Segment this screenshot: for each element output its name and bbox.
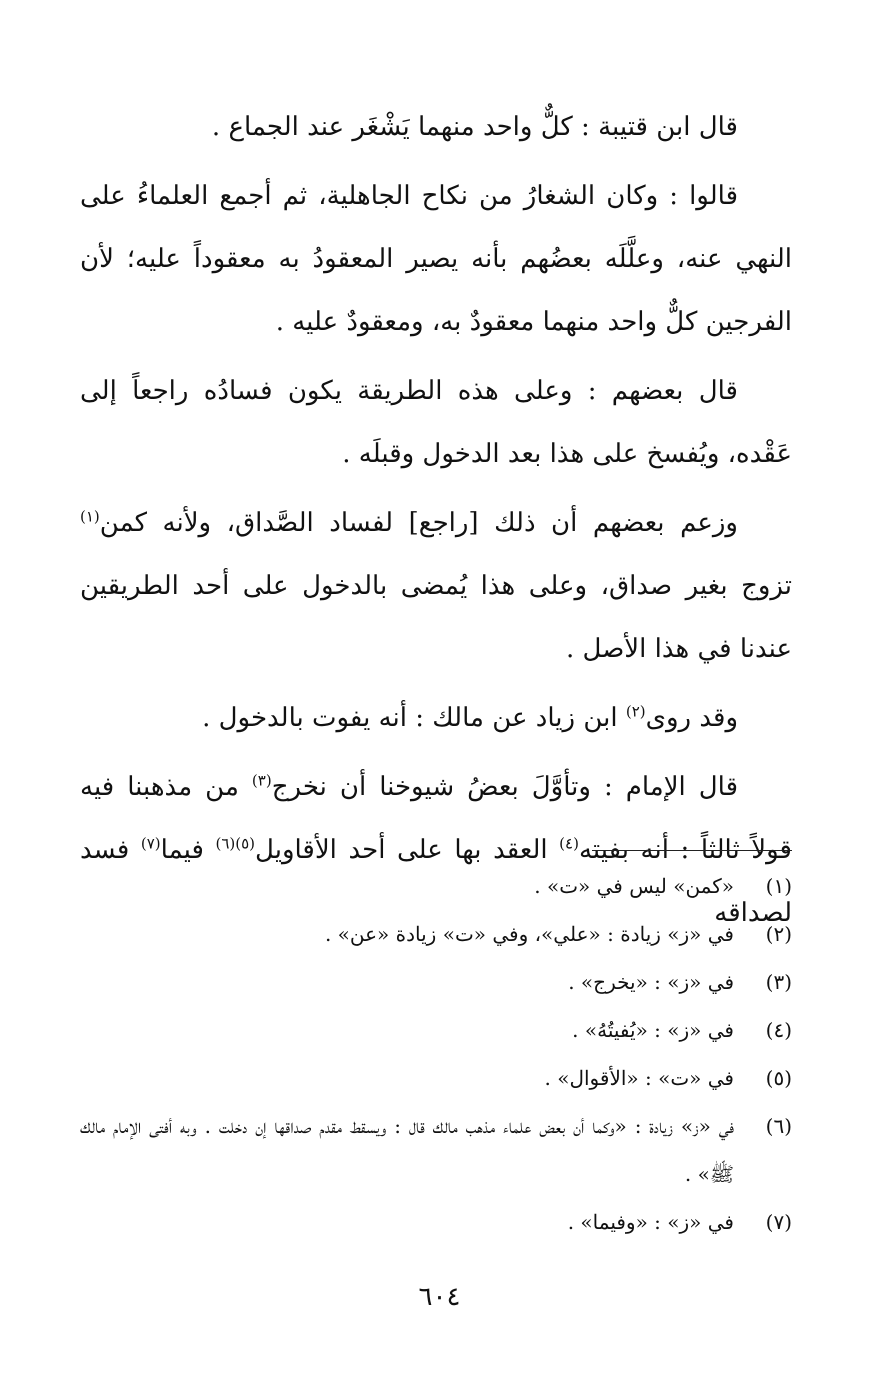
text-run: العقد بها على أحد الأقاويل: [255, 835, 560, 865]
footnote-number: (٦): [765, 1114, 792, 1138]
text-run: من مذهبنا فيه قولاً ثالثاً : أنه بفيته: [80, 772, 792, 865]
footnote-marker: (٥)(٦): [215, 834, 256, 853]
footnote-marker: (٤): [559, 834, 579, 853]
text-run: وزعم بعضهم أن ذلك [راجع] لفساد الصَّداق، ولأنه كمن: [99, 508, 738, 538]
footnote-marker: (٢): [625, 702, 646, 721]
page-number: ٦٠٤: [418, 1282, 461, 1312]
footnote-number: (٢): [765, 922, 792, 946]
footnote-text: في «ز» : «يُفيتُهُ» .: [572, 1018, 734, 1042]
footnote-marker: (١): [80, 507, 100, 526]
main-text: [80, 96, 792, 951]
text-run: قال ابن قتيبة : كلٌّ واحد منهما يَشْغَر عند الجماع .: [211, 112, 738, 142]
text-run: وقد روى: [645, 703, 738, 733]
text-run: فيما: [160, 835, 216, 865]
text-run: قالوا : وكان الشغارُ من نكاح الجاهلية، ثم أجمع العلماءُ على النهي عنه، وعلَّلَه بعضُهم بأنه يصير المعقودُ به معقوداً عليه؛ لأن الفرجين كلٌّ واحد منهما معقودٌ به، ومعقودٌ عليه .: [80, 181, 792, 337]
footnote: [80, 862, 792, 910]
paragraph: [80, 165, 792, 354]
footnote-text: في «ز» : «يخرج» .: [568, 970, 734, 994]
text-run: فسد لصداقه: [80, 835, 792, 928]
footnote: [80, 1054, 792, 1102]
footnote-separator: [592, 850, 792, 851]
text-run: قال بعضهم : وعلى هذه الطريقة يكون فسادُه راجعاً إلى عَقْده، ويُفسخ على هذا بعد الدخول وقبلَه .: [80, 376, 792, 469]
footnote-text: في «ز» زيادة : «وكما أن بعض علماء مذهب مالك قال : ويسقط مقدم صداقها إن دخلت . وبه أفتى الإمام مالك ﷺ» .: [80, 1114, 734, 1186]
footnote: [80, 910, 792, 958]
footnote-marker: (٧): [140, 834, 161, 853]
footnote-marker: (٣): [251, 771, 272, 790]
footnote-number: (٧): [765, 1210, 792, 1234]
footnote: [80, 1006, 792, 1054]
paragraph: [80, 687, 792, 750]
text-run: قال الإمام : وتأوَّلَ بعضُ شيوخنا أن نخرج: [271, 772, 739, 802]
paragraph: [80, 96, 792, 159]
footnote-number: (١): [765, 874, 792, 898]
footnote: [80, 1198, 792, 1246]
footnote: [80, 1102, 792, 1198]
footnote-number: (٤): [765, 1018, 792, 1042]
text-run: تزوج بغير صداق، وعلى هذا يُمضى بالدخول على أحد الطريقين عندنا في هذا الأصل .: [80, 571, 792, 664]
footnote-text: في «ز» : «وفيما» .: [567, 1210, 734, 1234]
paragraph: [80, 492, 792, 681]
text-run: ابن زياد عن مالك : أنه يفوت بالدخول .: [202, 703, 626, 733]
footnote-text: «كمن» ليس في «ت» .: [534, 874, 734, 898]
footnotes: [80, 862, 792, 1246]
footnote: [80, 958, 792, 1006]
paragraph: [80, 360, 792, 486]
footnote-text: في «ت» : «الأقوال» .: [544, 1066, 734, 1090]
footnote-number: (٣): [765, 970, 792, 994]
footnote-number: (٥): [765, 1066, 792, 1090]
footnote-text: في «ز» زيادة : «علي»، وفي «ت» زيادة «عن» .: [324, 922, 734, 946]
